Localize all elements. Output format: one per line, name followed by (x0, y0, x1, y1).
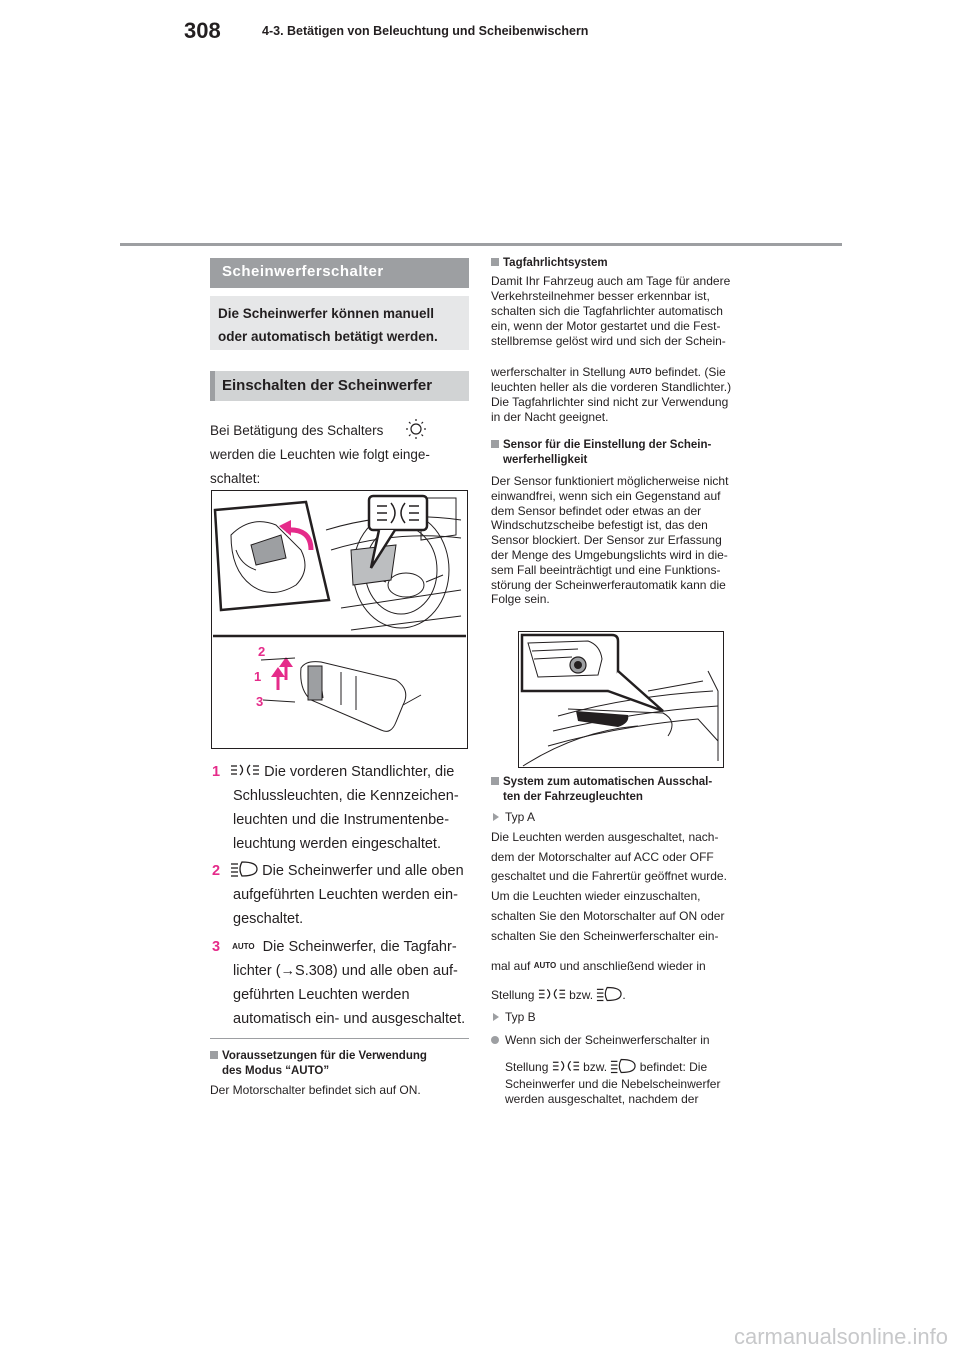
item-1-line-4: leuchtung werden eingeschaltet. (233, 836, 441, 852)
auto-icon: AUTO (232, 942, 255, 951)
drl-line-1: Damit Ihr Fahrzeug auch am Tage für andere (491, 274, 731, 288)
type-b-line-4: werden ausgeschaltet, nachdem der (505, 1092, 699, 1106)
auto-icon: AUTO (533, 961, 557, 970)
item-2-line-3: geschaltet. (233, 911, 304, 927)
note-title-line-1: Voraussetzungen für die Verwendung (222, 1050, 427, 1062)
type-b-row (493, 1010, 536, 1025)
bullet-square-icon (491, 258, 499, 266)
sensor-text (491, 474, 728, 607)
sensor-illustration (518, 631, 724, 768)
type-a-mal-row (491, 958, 706, 974)
item-2-line-1: Die Scheinwerfer und alle oben (262, 863, 464, 879)
header-rule (120, 243, 842, 246)
drl-line-6b: befindet. (Sie (654, 365, 726, 379)
note-title (210, 1049, 427, 1079)
drl-line-3: schalten sich die Tagfahrlichter automatisch (491, 304, 723, 318)
para-line-1-text: Bei Betätigung des Schalters (210, 423, 384, 438)
section-heading (210, 258, 469, 288)
auto-off-title (491, 775, 712, 805)
subsection-bar (210, 371, 215, 401)
item-1-line-3: leuchten und die Instrumentenbe- (233, 812, 450, 828)
auto-off-title-line-2: ten der Fahrzeugleuchten (503, 791, 643, 803)
type-a-line-3: geschaltet und die Fahrertür geöffnet wurde. (491, 869, 727, 884)
triangle-bullet-icon (493, 813, 499, 821)
sensor-line-1: Der Sensor funktioniert möglicherweise nicht (491, 474, 729, 488)
drl-line-2: Verkehrsteilnehmer besser erkennbar ist, (491, 289, 710, 303)
subsection-heading (210, 371, 469, 401)
sensor-line-3: dem Sensor befindet oder etwas an der (491, 503, 702, 518)
type-b-text (505, 1077, 720, 1107)
circle-bullet-icon (491, 1036, 499, 1044)
item-3-line-3: geführten Leuchten werden (233, 987, 410, 1003)
drl-line-5: stellbremse gelöst wird und sich der Schein- (491, 334, 726, 348)
sensor-title (491, 438, 711, 468)
chapter-title: 4-3. Betätigen von Beleuchtung und Scheibenwischern (262, 24, 589, 38)
headlight-icon (610, 1058, 636, 1074)
sensor-line-5: Sensor blockiert. Der Sensor zur Erfassung (491, 533, 722, 548)
note-title-line-2: des Modus “AUTO” (222, 1065, 330, 1077)
auto-icon: AUTO (629, 367, 652, 376)
drl-text (491, 274, 730, 349)
type-a-line-4: Um die Leuchten wieder einzuschalten, (491, 889, 701, 904)
type-a-mal-2: und anschließend wieder in (559, 959, 706, 973)
item-1 (212, 760, 454, 784)
bullet-square-icon (491, 777, 499, 785)
callout-1: 1 (254, 669, 262, 684)
drl-line-9: in der Nacht geeignet. (491, 410, 609, 424)
triangle-bullet-icon (493, 1013, 499, 1021)
note-text: Der Motorschalter befindet sich auf ON. (210, 1083, 421, 1097)
para-line-2: werden die Leuchten wie folgt einge- (210, 447, 430, 462)
sensor-line-7: sem Fall beeinträchtigt und eine Funktions- (491, 562, 721, 577)
watermark: carmanualsonline.info (733, 1324, 948, 1349)
section-title: Scheinwerferschalter (222, 263, 384, 280)
item-2 (212, 859, 464, 883)
drl-title: Tagfahrlichtsystem (503, 257, 608, 269)
type-a-line-5: schalten Sie den Motorschalter auf ON oder (491, 908, 725, 923)
switch-illustration (211, 490, 468, 749)
bullet-square-icon (491, 440, 499, 448)
type-a-text (491, 828, 727, 946)
type-a-stellung-row (491, 986, 626, 1003)
item-3 (212, 935, 457, 959)
item-1-line-2: Schlussleuchten, die Kennzeichen- (233, 788, 459, 804)
drl-line-7: leuchten heller als die vorderen Standlichter.) (491, 380, 732, 394)
light-off-icon (399, 418, 433, 440)
type-b-line-3: Scheinwerfer und die Nebelscheinwerfer (505, 1077, 721, 1091)
item-2-cont (233, 883, 458, 931)
para-line-3: schaltet: (210, 471, 261, 486)
type-a-line-6: schalten Sie den Scheinwerferschalter ein- (491, 928, 719, 943)
sensor-line-9: Folge sein. (491, 592, 550, 607)
type-b-l2a: Stellung (505, 1060, 549, 1074)
sensor-line-6: der Menge des Umgebungslichts wird in die- (491, 547, 728, 562)
drl-line-8: Die Tagfahrlichter sind nicht zur Verwendung (491, 395, 729, 409)
item-2-number: 2 (212, 863, 221, 879)
parking-light-icon (230, 763, 260, 777)
headlight-icon (596, 986, 622, 1002)
type-b-l2b: bzw. (583, 1060, 608, 1074)
type-b-l2c: befindet: Die (639, 1060, 708, 1074)
note-rule (210, 1038, 469, 1039)
page-number: 308 (184, 18, 221, 43)
type-a-stell-3: . (622, 988, 626, 1002)
parking-light-icon (538, 987, 566, 1001)
drl-line-4: ein, wenn der Motor gestartet und die Fest- (491, 319, 721, 333)
type-b-line-1-row (491, 1033, 710, 1048)
type-a-label: Typ A (505, 810, 536, 824)
sensor-line-2: einwandfrei, wenn sich ein Gegenstand auf (491, 488, 721, 503)
item-3-cont (233, 959, 465, 1031)
item-3-line-4: automatisch ein- und ausgeschaltet. (233, 1011, 466, 1027)
type-a-line-2: dem der Motorschalter auf ACC oder OFF (491, 849, 714, 864)
type-b-label: Typ B (505, 1010, 536, 1024)
drl-text-2 (491, 364, 731, 425)
item-2-line-2: aufgeführten Leuchten werden ein- (233, 887, 458, 903)
intro-paragraph (210, 418, 433, 491)
item-1-number: 1 (212, 764, 221, 780)
para-line-1 (210, 418, 433, 443)
drl-title-row (491, 256, 608, 271)
item-1-line-1: Die vorderen Standlichter, die (264, 764, 455, 780)
bullet-square-icon (210, 1051, 218, 1059)
intro-line-2: oder automatisch betätigt werden. (218, 329, 438, 344)
item-3-line-2: lichter (→S.308) und alle oben auf- (233, 963, 458, 979)
sensor-title-line-2: werferhelligkeit (503, 454, 588, 466)
item-3-number: 3 (212, 939, 221, 955)
callout-2: 2 (258, 644, 266, 659)
drl-line-6a: werferschalter in Stellung (491, 365, 626, 379)
parking-light-icon (552, 1059, 580, 1073)
sensor-line-8: störung der Scheinwerferautomatik kann die (491, 577, 726, 592)
headlight-icon (230, 861, 258, 877)
item-1-cont (233, 784, 459, 856)
type-a-mal-1: mal auf (491, 959, 531, 973)
type-b-line-2-row (505, 1058, 707, 1075)
sensor-line-4: Windschutzscheibe befestigt ist, das den (491, 518, 708, 533)
item-3-line-1: Die Scheinwerfer, die Tagfahr- (262, 939, 457, 955)
type-a-row (493, 810, 535, 825)
sensor-title-line-1: Sensor für die Einstellung der Schein- (503, 439, 712, 451)
intro-box (210, 296, 469, 350)
intro-line-1: Die Scheinwerfer können manuell (218, 306, 435, 321)
type-a-stell-1: Stellung (491, 988, 535, 1002)
subsection-title: Einschalten der Scheinwerfer (222, 377, 433, 394)
type-b-line-1: Wenn sich der Scheinwerferschalter in (505, 1033, 710, 1047)
type-a-stell-2: bzw. (569, 988, 594, 1002)
type-a-line-1: Die Leuchten werden ausgeschaltet, nach- (491, 830, 719, 844)
callout-3: 3 (256, 694, 264, 709)
auto-off-title-line-1: System zum automatischen Ausschal- (503, 776, 713, 788)
